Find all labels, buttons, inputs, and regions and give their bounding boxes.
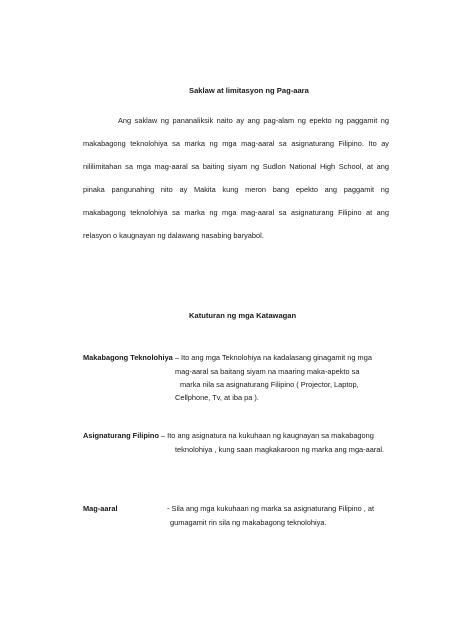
definition-text: – Ito ang mga Teknolohiya na kadalasang ginagamit ng mga: [172, 353, 372, 362]
definition-text: Cellphone, Tv, at iba pa ).: [175, 393, 259, 402]
definition-text: marka nila sa asignaturang Filipino ( Projector, Laptop,: [180, 380, 359, 389]
section-title-katuturan: Katuturan ng mga Katawagan: [189, 311, 297, 320]
definition-text: teknolohiya , kung saan magkakaroon ng marka ang mga-aaral.: [175, 445, 385, 454]
definition-text: gumagamit rin sila ng makabagong teknolohiya.: [170, 518, 327, 527]
paragraph-line: makabagong teknolohiya sa marka ng mga mag-aaral sa asignaturang Filipino at ang: [83, 208, 389, 217]
section-title-saklaw: Saklaw at limitasyon ng Pag-aara: [189, 86, 309, 95]
definition-text: – Ito ang asignatura na kukuhaan ng kaugnayan sa makabagong: [158, 431, 374, 440]
definition-term: Asignaturang Filipino: [83, 431, 159, 440]
paragraph-line: makabagong teknolohiya sa marka ng mga mag-aaral sa asignaturang Filipino. Ito ay: [83, 139, 389, 148]
definition-asignaturang-filipino: [83, 431, 374, 440]
definition-makabagong-teknolohiya: [83, 353, 372, 362]
paragraph-line: relasyon o kaugnayan ng dalawang nasabing baryabol.: [83, 231, 264, 240]
definition-text: mag-aaral sa baitang siyam na maaring maka-apekto sa: [175, 367, 360, 376]
paragraph-line: Ang saklaw ng pananaliksik naito ay ang pag-alam ng epekto ng paggamit ng: [118, 116, 389, 125]
definition-term: Makabagong Teknolohiya: [83, 353, 173, 362]
paragraph-line: pinaka pangunahing nito ay Makita kung meron bang epekto ang paggamit ng: [83, 185, 389, 194]
definition-term: Mag-aaral: [83, 504, 118, 513]
definition-text: - Sila ang mga kukuhaan ng marka sa asignaturang Filipino , at: [167, 504, 375, 513]
paragraph-line: nililimitahan sa mga mag-aaral sa baiting siyam ng Sudlon National High School, at ang: [83, 162, 389, 171]
